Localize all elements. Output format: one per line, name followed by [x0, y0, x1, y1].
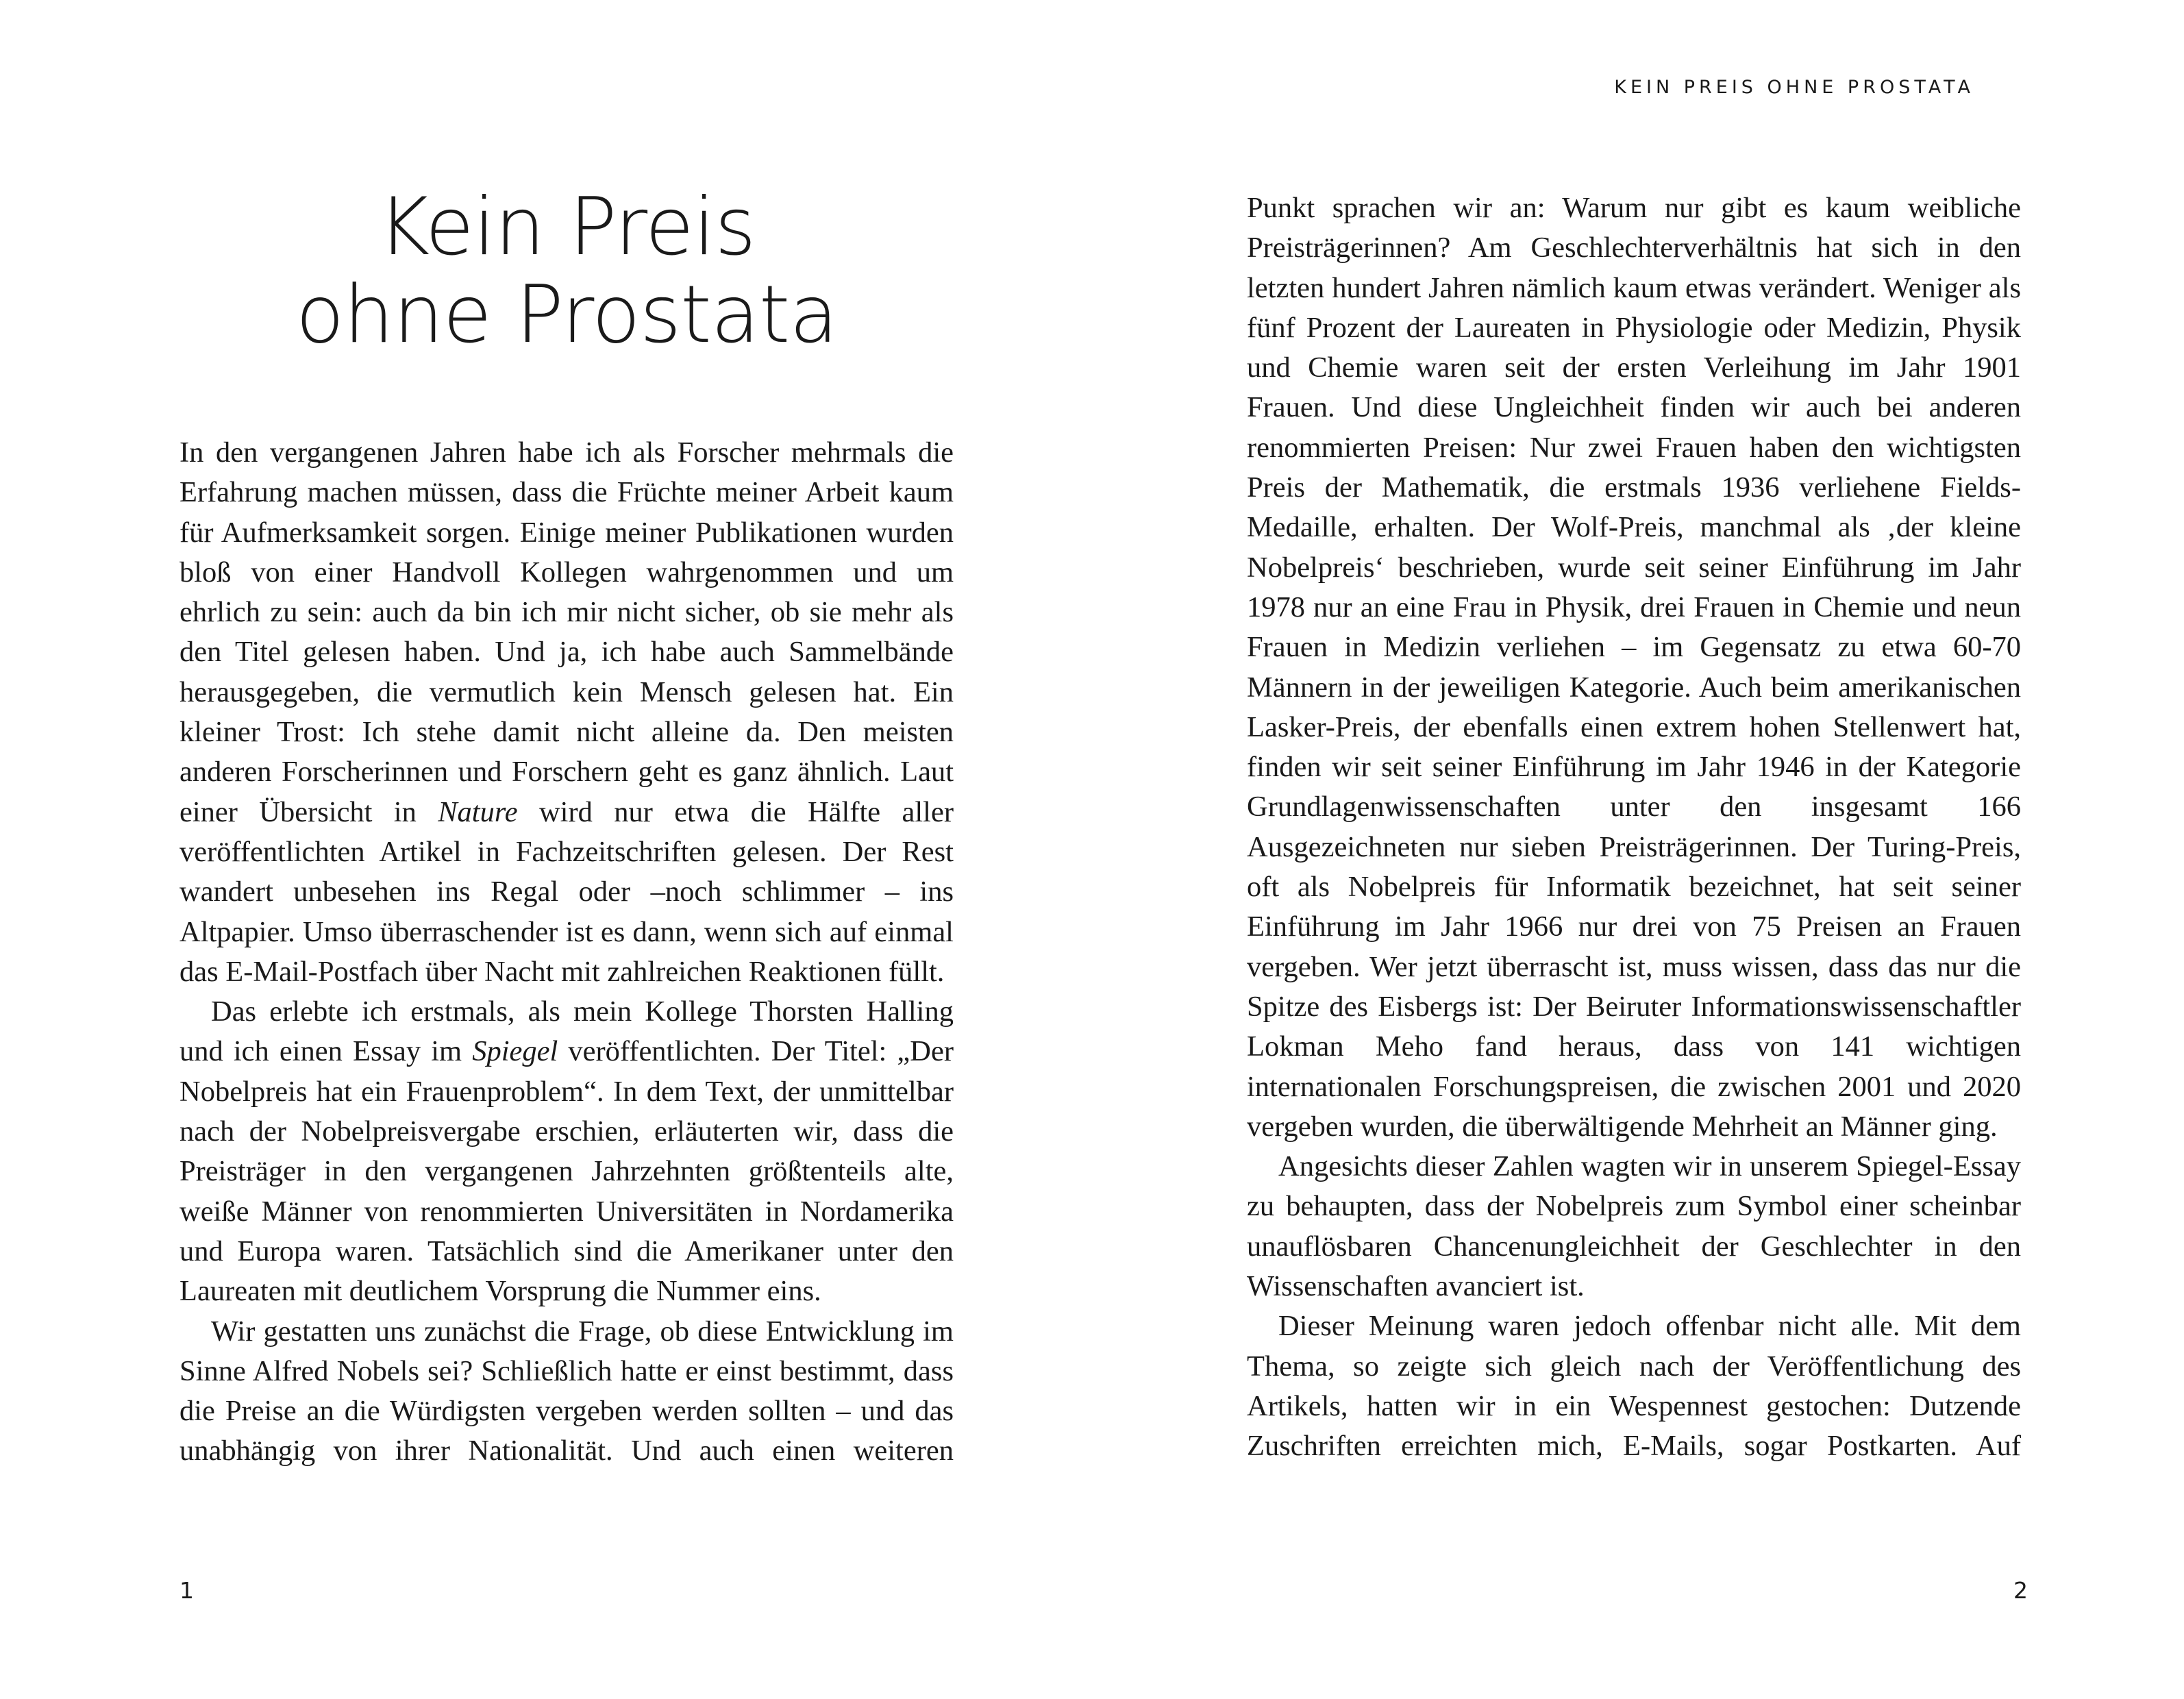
- right-page-body: [1247, 188, 2021, 1467]
- left-page-body: [179, 433, 954, 1472]
- paragraph: Dieser Meinung waren jedoch offenbar nicht alle. Mit dem Thema, so zeigte sich gleich nach der Veröffentlichung des Artikels, hatten wir in ein Wespennest gestochen: Dutzende Zuschriften erreichten mich, E-Mails, sogar Postkarten. Auf: [1247, 1310, 2021, 1463]
- paragraph: Wir gestatten uns zunächst die Frage, ob diese Entwicklung im Sinne Alfred Nobels sei? Schließlich hatte er einst bestimmt, dass die Preise an die Würdigsten vergeben werden sollten – und das unabhängig von ihrer Nationalität. Und auch einen weiteren: [179, 1315, 954, 1467]
- paragraph-text: In den vergangenen Jahren habe ich als Forscher mehrmals die Erfahrung machen müssen, dass die Früchte meiner Arbeit kaum für Aufmerksamkeit sorgen. Einige meiner Publikationen wurden bloß von einer Handvoll Kollegen wahrgenommen und um ehrlich zu sein: auch da bin ich mir nicht sicher, ob sie mehr als den Titel gelesen haben. Und ja, ich habe auch Sammelbände herausgegeben, die vermutlich kein Mensch gelesen hat. Ein kleiner Trost: Ich stehe damit nicht alleine da. Den meisten anderen Forscherinnen und Forschern geht es ganz ähnlich. Laut einer Übersicht in: [179, 436, 954, 828]
- chapter-title: [179, 181, 954, 361]
- paragraph-text: wird nur etwa die Hälfte aller veröffentlichten Artikel in Fachzeitschriften gelesen. Der Rest wandert unbesehen ins Regal oder –noch schlimmer – ins Altpapier. Umso überraschender ist es dann, wenn sich auf einmal das E-Mail-Postfach über Nacht mit zahlreichen Reaktionen füllt.: [179, 795, 954, 988]
- paragraph: [179, 433, 954, 992]
- page-number: 2: [2013, 1577, 2028, 1604]
- journal-name-nature: Nature: [438, 795, 518, 828]
- chapter-title-line-1: Kein Preis: [377, 181, 756, 273]
- paragraph-text: Das erlebte ich erstmals, als mein Kollege Thorsten Halling und ich einen Essay im: [179, 995, 954, 1068]
- chapter-title-line-2: ohne Prostata: [295, 269, 838, 361]
- paragraph: Punkt sprachen wir an: Warum nur gibt es kaum weibliche Preisträgerinnen? Am Geschlechterverhältnis hat sich in den letzten hundert Jahren nämlich kaum etwas verändert. Weniger als fünf Prozent der Laureaten in Physiologie oder Medizin, Physik und Chemie waren seit der ersten Verleihung im Jahr 1901 Frauen. Und diese Ungleichheit finden wir auch bei anderen renommierten Preisen: Nur zwei Frauen haben den wichtigsten Preis der Mathematik, die erstmals 1936 verliehene Fields-Medaille, erhalten. Der Wolf-Preis, manchmal als ‚der kleine Nobelpreis‘ beschrieben, wurde seit seiner Einführung im Jahr 1978 nur an eine Frau in Physik, drei Frauen in Chemie und neun Frauen in Medizin verliehen – im Gegensatz zu etwa 60-70 Männern in der jeweiligen Kategorie. Auch beim amerikanischen Lasker-Preis, der ebenfalls einen extrem hohen Stellenwert hat, finden wir seit seiner Einführung im Jahr 1946 in der Kategorie Grundlagenwissenschaften unter den insgesamt 166 Ausgezeichneten nur sieben Preisträgerinnen. Der Turing-Preis, oft als Nobelpreis für Informatik bezeichnet, hat seit seiner Einführung im Jahr 1966 nur drei von 75 Preisen an Frauen vergeben. Wer jetzt überrascht ist, muss wissen, dass das nur die Spitze des Eisbergs ist: Der Beiruter Informationswissenschaftler Lokman Meho fand heraus, dass von 141 wichtigen internationalen Forschungspreisen, die zwischen 2001 und 2020 vergeben wurden, die überwältigende Mehrheit an Männer ging.: [1247, 192, 2021, 1143]
- page-number: 1: [179, 1577, 194, 1604]
- paragraph: Angesichts dieser Zahlen wagten wir in unserem Spiegel-Essay zu behaupten, dass der Nobelpreis zum Symbol einer scheinbar unauflösbaren Chancenungleichheit der Geschlechter in den Wissenschaften avanciert ist.: [1247, 1150, 2021, 1303]
- right-page: [1092, 0, 2184, 1699]
- magazine-name-spiegel: Spiegel: [472, 1035, 558, 1068]
- running-head: KEIN PREIS OHNE PROSTATA: [1614, 77, 1974, 98]
- paragraph: [179, 992, 954, 1311]
- paragraph-text: veröffentlichten. Der Titel: „Der Nobelpreis hat ein Frauenproblem“. In dem Text, der unmittelbar nach der Nobelpreisvergabe erschien, erläuterten wir, dass die Preisträger in den vergangenen Jahrzehnten größtenteils alte, weiße Männer von renommierten Universitäten in Nordamerika und Europa waren. Tatsächlich sind die Amerikaner unter den Laureaten mit deutlichem Vorsprung die Nummer eins.: [179, 1035, 954, 1308]
